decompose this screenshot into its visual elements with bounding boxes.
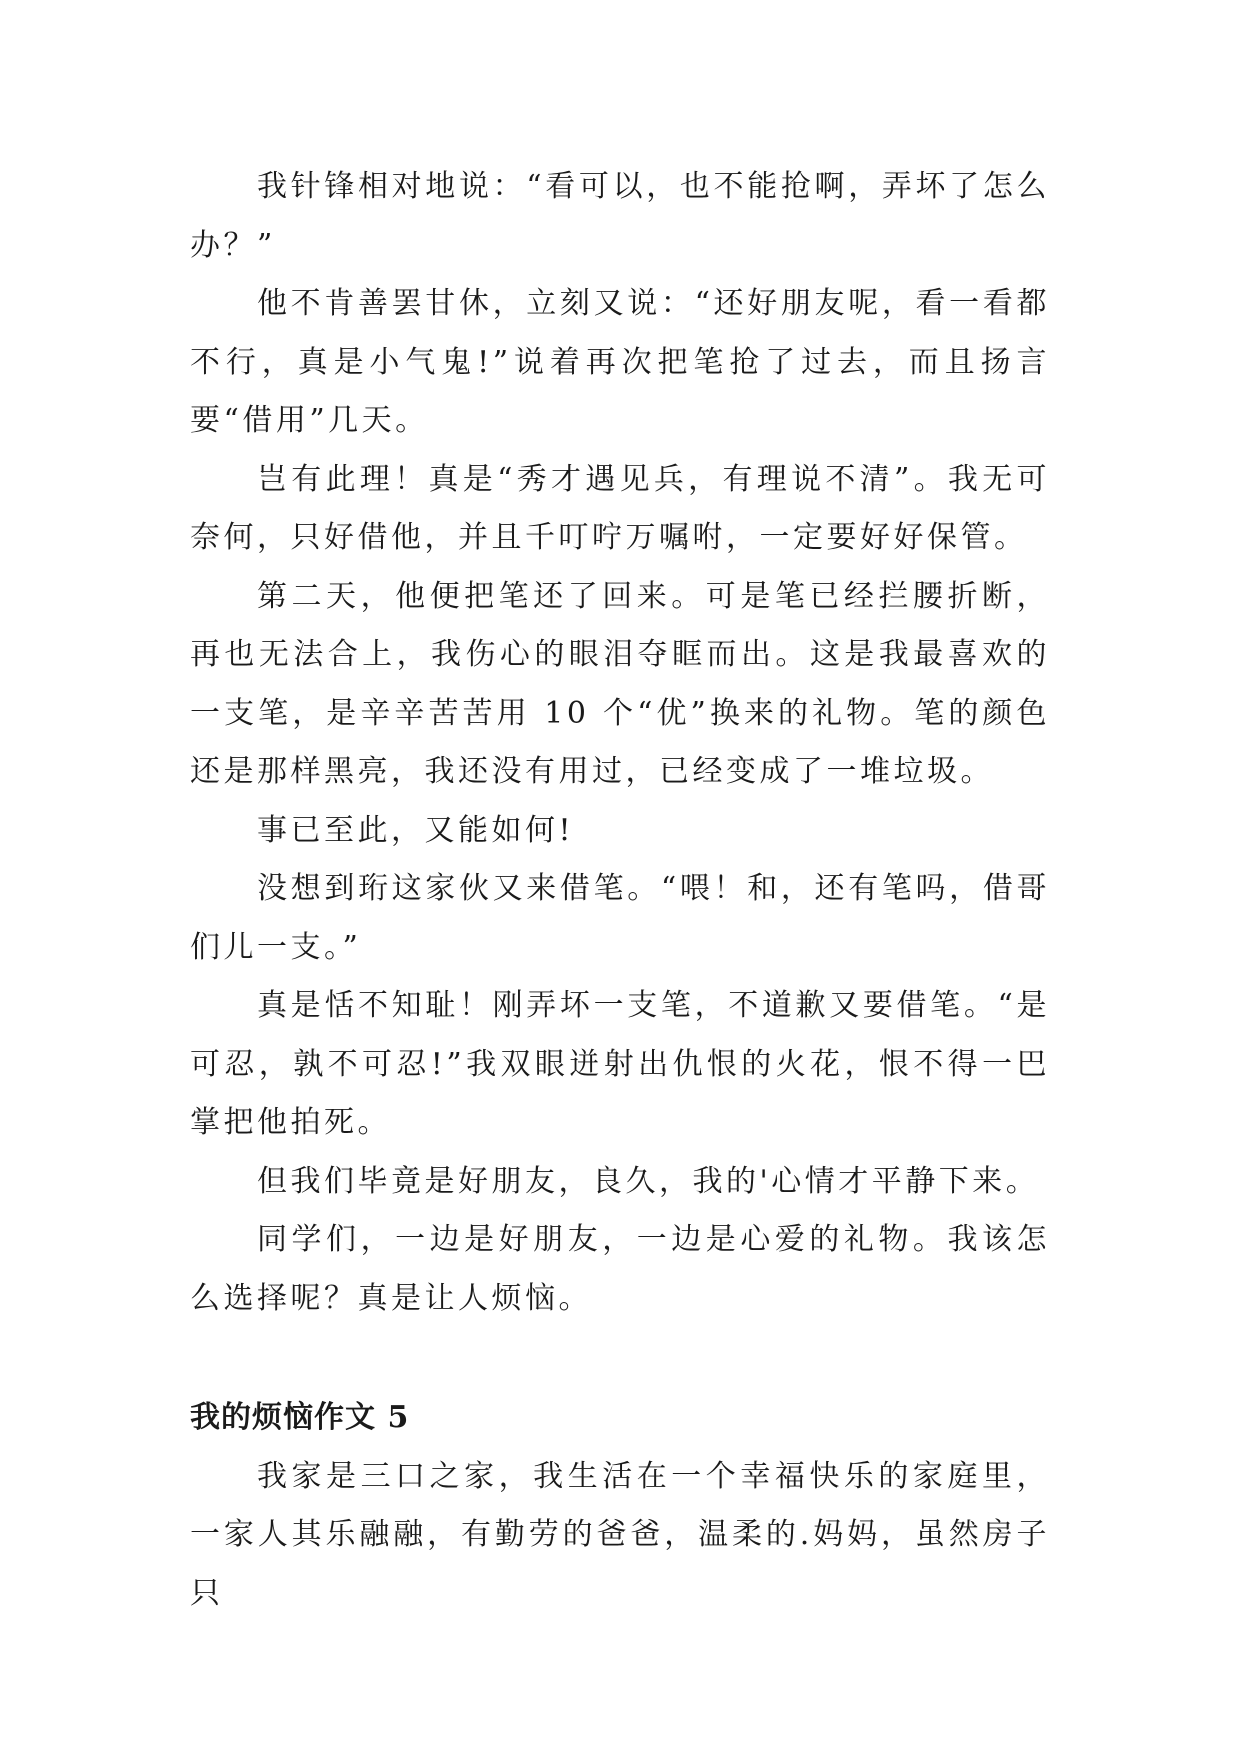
paragraph: 但我们毕竟是好朋友，良久，我的'心情才平静下来。: [257, 1163, 1040, 1199]
paragraph: 没想到珩这家伙又来借笔。“喂！和，还有笔吗，借哥们儿一支。”: [190, 871, 1050, 965]
section-title: 我的烦恼作文 5: [190, 1400, 410, 1435]
paragraph: 我家是三口之家，我生活在一个幸福快乐的家庭里，一家人其乐融融，有勤劳的爸爸，温柔的.妈妈，虽然房子只: [190, 1458, 1050, 1611]
paragraph: 岂有此理！真是“秀才遇见兵，有理说不清”。我无可奈何，只好借他，并且千叮咛万嘱咐，一定要好好保管。: [190, 461, 1050, 555]
paragraph: 第二天，他便把笔还了回来。可是笔已经拦腰折断，再也无法合上，我伤心的眼泪夺眶而出。这是我最喜欢的一支笔，是辛辛苦苦用 10 个“优”换来的礼物。笔的颜色还是那样黑亮，我还没有用过，已经变成了一堆垃圾。: [190, 578, 1050, 789]
paragraph: 真是恬不知耻！刚弄坏一支笔，不道歉又要借笔。“是可忍，孰不可忍!”我双眼迸射出仇恨的火花，恨不得一巴掌把他拍死。: [190, 988, 1050, 1140]
paragraph: 同学们，一边是好朋友，一边是心爱的礼物。我该怎么选择呢？真是让人烦恼。: [190, 1222, 1050, 1316]
paragraph: 我针锋相对地说：“看可以，也不能抢啊，弄坏了怎么办？”: [190, 169, 1050, 263]
paragraph: 他不肯善罢甘休，立刻又说：“还好朋友呢，看一看都不行，真是小气鬼!”说着再次把笔抢了过去，而且扬言要“借用”几天。: [190, 286, 1050, 438]
paragraph: 事已至此，又能如何!: [257, 812, 575, 848]
document-body: [190, 158, 1050, 1623]
